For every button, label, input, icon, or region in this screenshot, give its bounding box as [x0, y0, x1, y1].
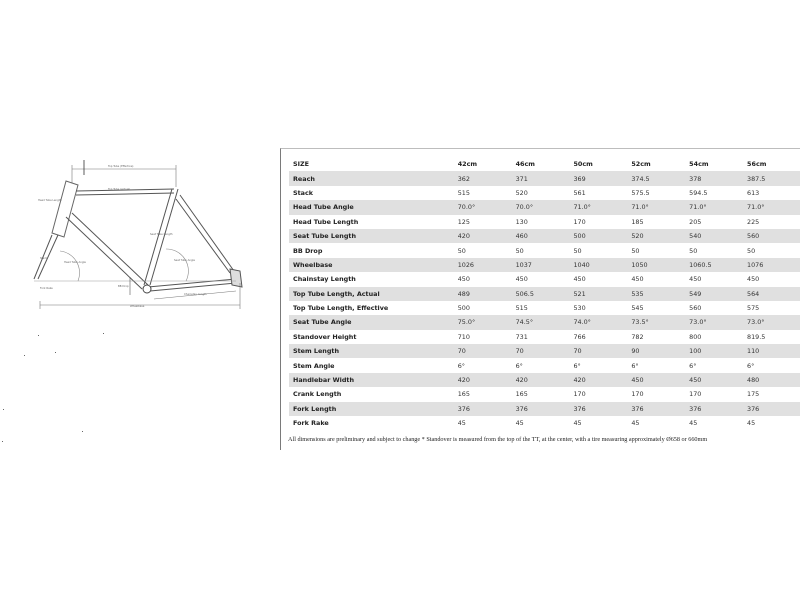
cell-value: 549: [689, 289, 702, 298]
cell-value: 100: [689, 347, 702, 356]
table-row: [289, 215, 800, 229]
cell-value: 376: [747, 404, 760, 413]
row-label: Stem Angle: [293, 361, 335, 370]
cell-value: 45: [689, 419, 698, 428]
cell-value: 50: [457, 246, 466, 255]
table-row: [289, 186, 800, 200]
cell-value: 165: [457, 390, 470, 399]
cell-value: 506.5: [515, 289, 534, 298]
cell-value: 205: [689, 217, 702, 226]
label-top-tube-effective: Top Tube (Effective): [108, 165, 134, 168]
cell-value: 560: [689, 304, 702, 313]
cell-value: 450: [457, 275, 470, 284]
cell-value: 45: [515, 419, 524, 428]
frame-drawing: [8, 155, 258, 315]
cell-value: 515: [457, 188, 470, 197]
cell-value: 420: [515, 376, 528, 385]
size-column-header: 56cm: [747, 160, 767, 169]
row-label: Chainstay Length: [293, 275, 356, 284]
cell-value: 70.0°: [457, 203, 476, 212]
cell-value: 185: [631, 217, 644, 226]
scan-speck: [38, 335, 39, 336]
label-seat-tube-length: Seat Tube Length: [150, 233, 173, 236]
cell-value: 70: [515, 347, 524, 356]
size-column-header: 52cm: [631, 160, 651, 169]
cell-value: 110: [747, 347, 760, 356]
cell-value: 766: [573, 332, 586, 341]
table-row: [289, 287, 800, 301]
scan-speck: [24, 355, 25, 356]
cell-value: 50: [573, 246, 582, 255]
label-seat-tube-angle: Seat Tube Angle: [174, 259, 195, 262]
cell-value: 71.0°: [689, 203, 707, 212]
label-head-tube-length: Head Tube Length: [38, 199, 62, 202]
cell-value: 1060.5: [689, 260, 712, 269]
cell-value: 520: [631, 232, 644, 241]
cell-value: 1026: [457, 260, 474, 269]
row-label: Seat Tube Length: [293, 232, 357, 241]
cell-value: 6°: [457, 361, 465, 370]
table-row: [289, 243, 800, 257]
cell-value: 6°: [515, 361, 523, 370]
cell-value: 387.5: [747, 174, 766, 183]
cell-value: 6°: [689, 361, 697, 370]
cell-value: 1040: [573, 260, 590, 269]
table-row: [289, 272, 800, 286]
cell-value: 515: [515, 304, 528, 313]
cell-value: 378: [689, 174, 702, 183]
size-column-header: 46cm: [515, 160, 535, 169]
scan-speck: [55, 352, 56, 353]
cell-value: 73.0°: [689, 318, 707, 327]
cell-value: 45: [573, 419, 582, 428]
size-column-header: 54cm: [689, 160, 709, 169]
row-label: Fork Rake: [293, 419, 329, 428]
label-wheelbase: Wheelbase: [130, 305, 145, 308]
table-row: [289, 229, 800, 243]
cell-value: 376: [457, 404, 470, 413]
cell-value: 362: [457, 174, 470, 183]
row-label: Seat Tube Angle: [293, 318, 352, 327]
row-label: Stack: [293, 188, 314, 197]
label-bb-drop: BB Drop: [118, 285, 129, 288]
cell-value: 594.5: [689, 188, 708, 197]
cell-value: 70.0°: [515, 203, 534, 212]
row-label: Crank Length: [293, 390, 342, 399]
cell-value: 500: [457, 304, 470, 313]
cell-value: 782: [631, 332, 644, 341]
cell-value: 420: [457, 232, 470, 241]
cell-value: 480: [747, 376, 760, 385]
cell-value: 575: [747, 304, 760, 313]
cell-value: 731: [515, 332, 528, 341]
cell-value: 71.0°: [747, 203, 765, 212]
cell-value: 170: [573, 217, 586, 226]
cell-value: 369: [573, 174, 586, 183]
cell-value: 450: [689, 376, 702, 385]
cell-value: 800: [689, 332, 702, 341]
cell-value: 489: [457, 289, 470, 298]
cell-value: 70: [573, 347, 582, 356]
row-label: Top Tube Length, Actual: [293, 289, 380, 298]
cell-value: 73.5°: [631, 318, 649, 327]
scan-speck: [3, 409, 4, 410]
geometry-spec-panel: [280, 148, 800, 450]
row-label: Fork Length: [293, 404, 337, 413]
table-row: [289, 387, 800, 401]
cell-value: 45: [631, 419, 640, 428]
cell-value: 545: [631, 304, 644, 313]
cell-value: 50: [747, 246, 756, 255]
scan-speck: [82, 431, 83, 432]
label-top-tube-actual: Top Tube (Actual): [108, 188, 131, 191]
cell-value: 170: [573, 390, 586, 399]
row-label: Wheelbase: [293, 260, 333, 269]
scan-speck: [103, 333, 104, 334]
cell-value: 450: [631, 275, 644, 284]
table-row: [289, 416, 800, 430]
table-row: [289, 301, 800, 315]
cell-value: 819.5: [747, 332, 766, 341]
cell-value: 165: [515, 390, 528, 399]
table-row: [289, 315, 800, 329]
cell-value: 376: [631, 404, 644, 413]
row-label: Reach: [293, 174, 315, 183]
cell-value: 450: [747, 275, 760, 284]
table-row: [289, 200, 800, 214]
row-label: Handlebar Width: [293, 376, 354, 385]
size-header: SIZE: [293, 160, 309, 169]
cell-value: 710: [457, 332, 470, 341]
cell-value: 45: [747, 419, 756, 428]
table-row: [289, 171, 800, 185]
table-row: [289, 402, 800, 416]
cell-value: 450: [573, 275, 586, 284]
cell-value: 564: [747, 289, 760, 298]
label-fork-rake: Fork Rake: [40, 287, 53, 290]
table-row: [289, 358, 800, 372]
table-header-row: [289, 157, 800, 171]
cell-value: 374.5: [631, 174, 650, 183]
cell-value: 450: [631, 376, 644, 385]
cell-value: 560: [747, 232, 760, 241]
label-chainstay-length: Chainstay Length: [184, 293, 207, 296]
size-column-header: 42cm: [457, 160, 478, 169]
cell-value: 50: [515, 246, 524, 255]
cell-value: 70: [457, 347, 466, 356]
cell-value: 130: [515, 217, 528, 226]
cell-value: 90: [631, 347, 640, 356]
cell-value: 75.0°: [457, 318, 476, 327]
table-row: [289, 373, 800, 387]
row-label: Standover Height: [293, 332, 357, 341]
scan-speck: [2, 441, 3, 442]
cell-value: 6°: [573, 361, 581, 370]
cell-value: 50: [631, 246, 640, 255]
bike-frame-geometry-diagram: [8, 155, 258, 315]
cell-value: 540: [689, 232, 702, 241]
row-label: BB Drop: [293, 246, 323, 255]
cell-value: 450: [515, 275, 528, 284]
cell-value: 225: [747, 217, 760, 226]
footnote: All dimensions are preliminary and subject to change * Standover is measured from the top of the TT, at the center, with a tire measuring approximately Ø658 or 660mm: [288, 436, 708, 443]
cell-value: 170: [689, 390, 702, 399]
cell-value: 376: [515, 404, 528, 413]
cell-value: 420: [457, 376, 470, 385]
cell-value: 71.0°: [631, 203, 649, 212]
cell-value: 500: [573, 232, 586, 241]
cell-value: 1076: [747, 260, 764, 269]
cell-value: 50: [689, 246, 698, 255]
size-column-header: 50cm: [573, 160, 593, 169]
cell-value: 125: [457, 217, 470, 226]
cell-value: 74.5°: [515, 318, 534, 327]
table-row: [289, 258, 800, 272]
cell-value: 530: [573, 304, 586, 313]
cell-value: 376: [689, 404, 702, 413]
cell-value: 575.5: [631, 188, 650, 197]
label-stack: Stack: [40, 257, 48, 260]
cell-value: 74.0°: [573, 318, 591, 327]
cell-value: 450: [689, 275, 702, 284]
cell-value: 1037: [515, 260, 532, 269]
cell-value: 1050: [631, 260, 648, 269]
table-row: [289, 330, 800, 344]
table-row: [289, 344, 800, 358]
cell-value: 420: [573, 376, 586, 385]
cell-value: 613: [747, 188, 760, 197]
geometry-table: [289, 157, 800, 430]
label-head-tube-angle: Head Tube Angle: [64, 261, 86, 264]
cell-value: 6°: [631, 361, 639, 370]
cell-value: 71.0°: [573, 203, 591, 212]
cell-value: 460: [515, 232, 528, 241]
cell-value: 376: [573, 404, 586, 413]
cell-value: 73.0°: [747, 318, 765, 327]
cell-value: 175: [747, 390, 760, 399]
cell-value: 371: [515, 174, 528, 183]
row-label: Head Tube Length: [293, 217, 359, 226]
cell-value: 6°: [747, 361, 755, 370]
cell-value: 45: [457, 419, 466, 428]
row-label: Stem Length: [293, 347, 340, 356]
row-label: Top Tube Length, Effective: [293, 304, 389, 313]
cell-value: 520: [515, 188, 528, 197]
cell-value: 170: [631, 390, 644, 399]
cell-value: 535: [631, 289, 644, 298]
cell-value: 521: [573, 289, 586, 298]
row-label: Head Tube Angle: [293, 203, 354, 212]
cell-value: 561: [573, 188, 586, 197]
